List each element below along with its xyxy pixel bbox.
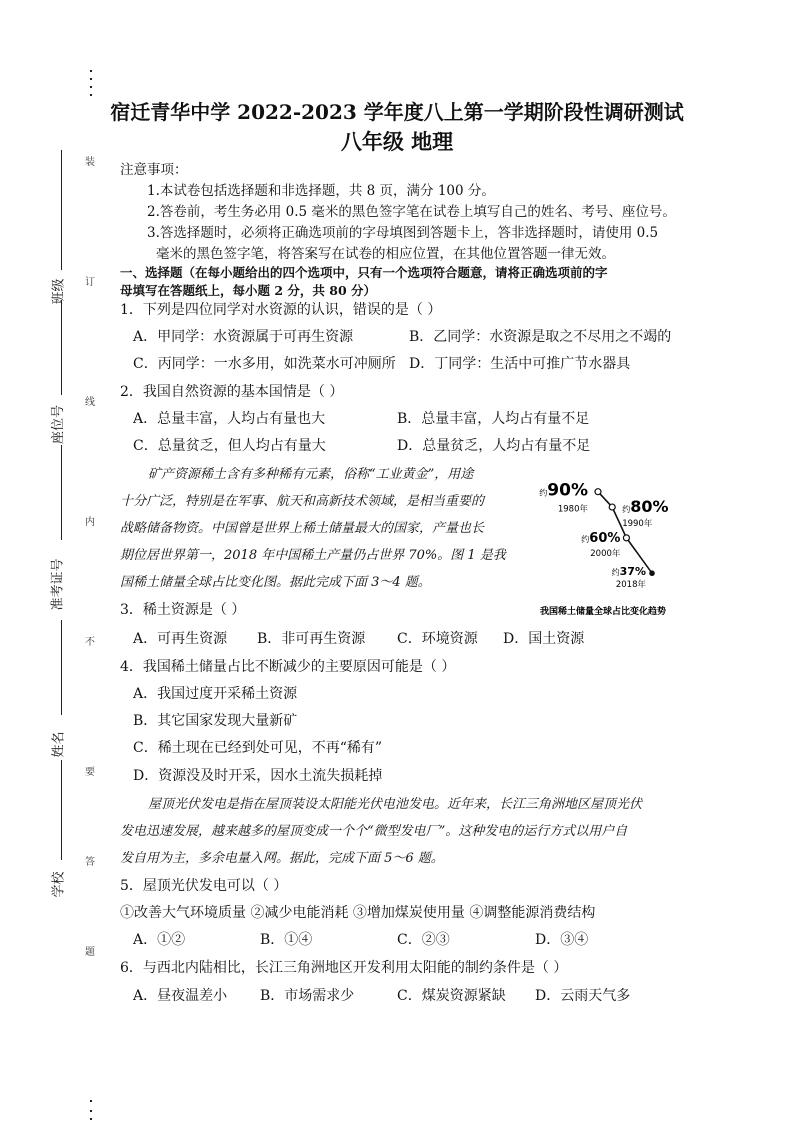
question-1-stem: 1．下列是四位同学对水资源的认识，错误的是（ ） <box>120 302 442 318</box>
q1-option-d: D．丁同学：生活中可推广节水器具 <box>409 356 631 372</box>
section-heading-cont: 母填写在答题纸上，每小题 2 分，共 80 分） <box>120 283 377 298</box>
question-5-stem: 5．屋顶光伏发电可以（ ） <box>120 878 288 894</box>
x-tick-label: 2000年 <box>590 548 621 559</box>
school-field-line <box>61 760 62 860</box>
rare-earth-share-chart <box>528 468 678 618</box>
q4-option-b: B．其它国家发现大量新矿 <box>133 713 298 729</box>
seal-char: 订 <box>85 277 95 288</box>
question-4-stem: 4．我国稀土储量占比不断减少的主要原因可能是（ ） <box>120 659 456 675</box>
question-2-stem: 2．我国自然资源的基本国情是（ ） <box>120 384 344 400</box>
passage1-line: 十分广泛，特别是在军事、航天和高新技术领域，是相当重要的 <box>120 494 485 509</box>
seal-char: 内 <box>85 517 95 528</box>
q4-option-c: C．稀土现在已经到处可见，不再“稀有” <box>133 740 383 756</box>
q3-option-d: D．国土资源 <box>503 631 585 647</box>
q5-option-a: A．①② <box>133 932 186 948</box>
name-field-line <box>61 620 62 715</box>
q6-option-c: C．煤炭资源紧缺 <box>397 988 506 1004</box>
q3-option-a: A．可再生资源 <box>133 631 228 647</box>
data-label: 约90% <box>539 480 588 501</box>
q5-option-c: C．②③ <box>397 932 450 948</box>
q6-option-b: B．市场需求少 <box>260 988 355 1004</box>
seal-char: 装 <box>85 157 95 168</box>
data-point <box>595 489 601 495</box>
q1-option-b: B．乙同学：水资源是取之不尽用之不竭的 <box>409 329 672 345</box>
q2-option-d: D．总量贫乏，人均占有量不足 <box>397 438 591 454</box>
data-point <box>650 571 654 575</box>
question-3-stem: 3．稀土资源是（ ） <box>120 602 246 618</box>
q6-option-a: A．昼夜温差小 <box>133 988 228 1004</box>
seal-char: 不 <box>85 637 95 648</box>
q1-option-a: A．甲同学：水资源属于可再生资源 <box>133 329 354 345</box>
passage2-line: 发电迅速发展，越来越多的屋顶变成一个个“微型发电厂”。这种发电的运行方式以用户自 <box>120 824 628 839</box>
q4-option-a: A．我国过度开采稀土资源 <box>133 686 298 702</box>
exam-number-field-line <box>61 445 62 540</box>
name-label: 姓名 <box>51 731 67 758</box>
q6-option-d: D．云雨天气多 <box>535 988 631 1004</box>
notice-item: 3.答选择题时，必须将正确选项前的字母填图到答题卡上，答非选择题时，请使用 0.5 <box>147 225 659 241</box>
passage1-line: 期位居世界第一，2018 年中国稀土产量仍占世界 70%。图 1 是我 <box>120 548 506 563</box>
class-label: 班级 <box>51 278 67 305</box>
q3-option-b: B．非可再生资源 <box>257 631 366 647</box>
x-tick-label: 1990年 <box>622 519 653 530</box>
seal-char: 答 <box>85 857 95 868</box>
data-point <box>609 504 615 510</box>
q2-option-b: B．总量丰富，人均占有量不足 <box>397 411 590 427</box>
passage1-line: 国稀土储量全球占比变化图。据此完成下面 3～4 题。 <box>120 575 431 590</box>
passage2-line: 发自用为主，多余电量入网。据此，完成下面 5～6 题。 <box>120 851 444 866</box>
notice-heading: 注意事项： <box>120 162 188 178</box>
section-heading: 一、选择题（在每小题给出的四个选项中，只有一个选项符合题意，请将正确选项前的字 <box>120 265 608 280</box>
seal-char: 题 <box>85 947 95 958</box>
q3-option-c: C．环境资源 <box>397 631 478 647</box>
notice-item: 1.本试卷包括选择题和非选择题，共 8 页，满分 100 分。 <box>147 183 495 199</box>
passage1-line: 战略储备物资。中国曾是世界上稀土储量最大的国家，产量也长 <box>120 521 485 536</box>
exam-title: 宿迁青华中学 2022-2023 学年度八上第一学期阶段性调研测试 <box>110 100 684 124</box>
q2-option-c: C．总量贫乏，但人均占有量大 <box>133 438 326 454</box>
q2-option-a: A．总量丰富，人均占有量也大 <box>133 411 326 427</box>
q1-option-c: C．丙同学：一水多用，如洗菜水可冲厕所 <box>133 356 396 372</box>
binding-dot-line <box>90 70 92 1120</box>
seat-field-line <box>61 300 62 395</box>
class-field-line <box>61 150 62 270</box>
exam-subtitle: 八年级 地理 <box>340 129 454 154</box>
data-label: 约80% <box>622 497 669 517</box>
notice-item: 2.答卷前，考生务必用 0.5 毫米的黑色签字笔在试卷上填写自己的姓名、考号、座位号。 <box>147 204 676 220</box>
data-label: 约60% <box>581 530 621 546</box>
x-tick-label: 1980年 <box>557 504 588 515</box>
seat-label: 座位号 <box>51 404 67 445</box>
seal-char: 线 <box>85 397 95 408</box>
x-tick-label: 2018年 <box>615 580 646 591</box>
passage1-line: 矿产资源稀土含有多种稀有元素，俗称“工业黄金”，用途 <box>148 467 474 482</box>
seal-char: 要 <box>85 767 95 778</box>
exam-number-label: 准考证号 <box>50 558 66 611</box>
q5-statements: ①改善大气环境质量 ②减少电能消耗 ③增加煤炭使用量 ④调整能源消费结构 <box>120 905 596 921</box>
question-6-stem: 6．与西北内陆相比，长江三角洲地区开发利用太阳能的制约条件是（ ） <box>120 960 568 976</box>
notice-item: 毫米的黑色签字笔，将答案写在试卷的相应位置，在其他位置答题一律无效。 <box>156 246 615 262</box>
chart-title: 我国稀土储量全球占比变化趋势 <box>539 607 667 617</box>
q5-option-b: B．①④ <box>260 932 313 948</box>
q5-option-d: D．③④ <box>535 932 589 948</box>
data-label: 约37% <box>611 565 646 579</box>
q4-option-d: D．资源没及时开采，因水土流失损耗掉 <box>133 768 383 784</box>
passage2-line: 屋顶光伏发电是指在屋顶装设太阳能光伏电池发电。近年来，长江三角洲地区屋顶光伏 <box>148 797 643 812</box>
school-label: 学校 <box>51 871 67 898</box>
data-point <box>623 535 629 541</box>
